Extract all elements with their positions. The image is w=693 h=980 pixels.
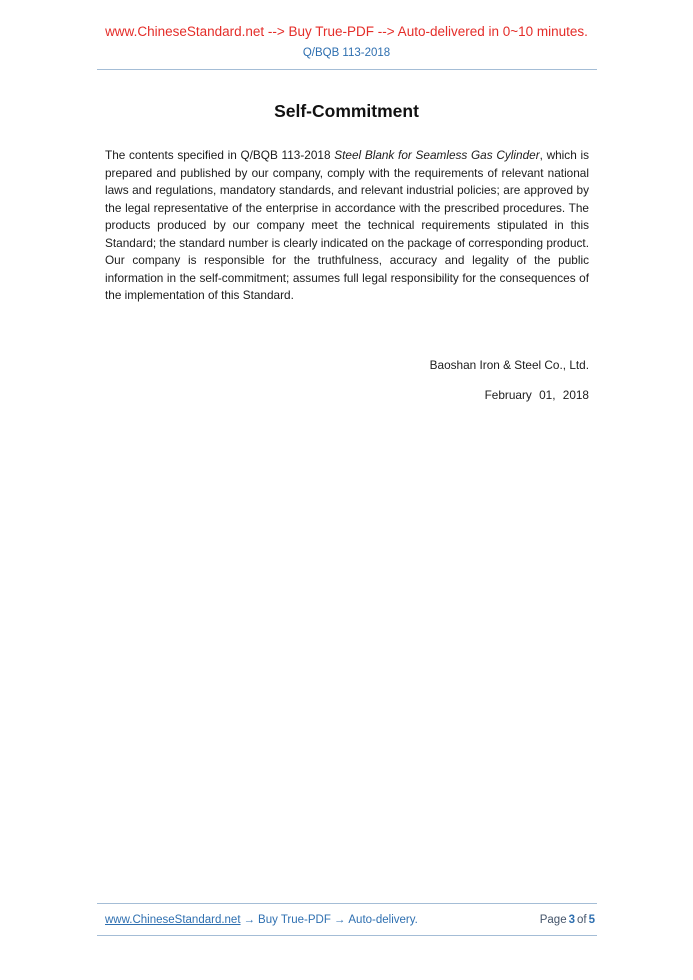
arrow-icon: →	[243, 914, 256, 926]
arrow-icon: →	[333, 914, 346, 926]
footer-row	[97, 904, 597, 935]
footer-delivery-text: Auto-delivery.	[348, 914, 418, 926]
signature-company: Baoshan Iron & Steel Co., Ltd.	[429, 357, 589, 372]
page-of-label: of	[577, 914, 587, 926]
body-paragraph	[105, 147, 589, 305]
page-indicator	[540, 914, 597, 926]
promo-banner: www.ChineseStandard.net --> Buy True-PDF --> Auto-delivered in 0~10 minutes.	[105, 24, 588, 39]
signature-date: February 01, 2018	[484, 387, 589, 402]
footer-promo	[105, 914, 418, 926]
paragraph-lead: The contents specified in Q/BQB 113-2018	[105, 148, 335, 162]
page-total: 5	[588, 914, 595, 926]
footer-site-link[interactable]: www.ChineseStandard.net	[105, 914, 241, 926]
page-label: Page	[539, 914, 567, 926]
paragraph-rest: , which is prepared and published by our company, comply with the requirements of relevant national laws and regulations, mandatory standards, and relevant industrial policies; are approved by the legal representative of the enterprise in accordance with the prescribed procedures. The products produced by our company meet the technical requirements stipulated in this Standard; the standard number is clearly indicated on the package of corresponding product. Our company is responsible for the truthfulness, accuracy and legality of the public information in the self-commitment; assumes full legal responsibility for the consequences of the implementation of this Standard.	[105, 148, 589, 302]
standard-number: Q/BQB 113-2018	[302, 47, 391, 59]
page-footer	[97, 903, 597, 936]
referenced-document-title: Steel Blank for Seamless Gas Cylinder	[334, 148, 540, 162]
header-divider	[97, 69, 597, 70]
footer-buy-text: Buy True-PDF	[258, 914, 331, 926]
page-current: 3	[568, 914, 575, 926]
page-title: Self-Commitment	[274, 101, 419, 121]
